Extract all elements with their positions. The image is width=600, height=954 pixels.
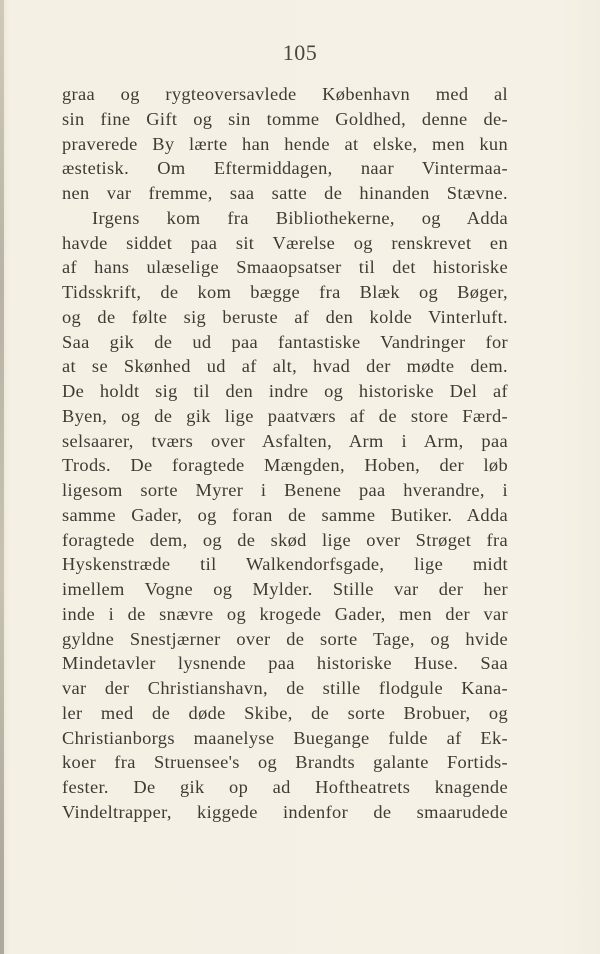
text-line: æstetisk. Om Eftermiddagen, naar Vintermaa- xyxy=(62,158,508,179)
text-line: Hyskenstræde til Walkendorfsgade, lige midt xyxy=(62,554,508,575)
text-line: praverede By lærte han hende at elske, men kun xyxy=(62,133,508,154)
text-line: Saa gik de ud paa fantastiske Vandringer for xyxy=(62,331,508,352)
body-text xyxy=(62,82,508,825)
text-line: Irgens kom fra Bibliothekerne, og Adda xyxy=(92,207,508,228)
text-line: nen var fremme, saa satte de hinanden Stævne. xyxy=(62,183,508,203)
page-binding-edge xyxy=(0,0,4,954)
text-line: fester. De gik op ad Hoftheatrets knagende xyxy=(62,777,508,797)
text-line: var der Christianshavn, de stille flodgule Kana- xyxy=(62,678,508,698)
text-line: af hans ulæselige Smaaopsatser til det historiske xyxy=(62,257,508,278)
text-line: foragtede dem, og de skød lige over Strøget fra xyxy=(62,529,508,550)
text-line: selsaarer, tværs over Asfalten, Arm i Arm, paa xyxy=(62,430,508,451)
page-number: 105 xyxy=(282,40,318,65)
text-line: Trods. De foragtede Mængden, Hoben, der løb xyxy=(62,455,508,476)
text-line: graa og rygteoversavlede København med al xyxy=(62,84,508,104)
text-line: imellem Vogne og Mylder. Stille var der her xyxy=(62,579,508,599)
text-line: De holdt sig til den indre og historiske Del af xyxy=(62,381,508,401)
text-line: ligesom sorte Myrer i Benene paa hverandre, i xyxy=(62,480,508,500)
text-line: Christianborgs maanelyse Buegange fulde af Ek- xyxy=(62,727,508,748)
text-line: koer fra Struensee's og Brandts galante Fortids- xyxy=(62,752,508,773)
text-line: og de følte sig beruste af den kolde Vinterluft. xyxy=(62,306,508,327)
text-line: inde i de snævre og krogede Gader, men der var xyxy=(62,603,508,624)
text-line: Mindetavler lysnende paa historiske Huse. Saa xyxy=(62,653,508,674)
text-line: at se Skønhed ud af alt, hvad der mødte dem. xyxy=(62,356,508,377)
text-line: Byen, og de gik lige paatværs af de store Færd- xyxy=(62,405,508,426)
text-line: havde siddet paa sit Værelse og renskrevet en xyxy=(62,232,508,253)
text-line: samme Gader, og foran de samme Butiker. Adda xyxy=(62,504,508,525)
text-line: ler med de døde Skibe, de sorte Brobuer, og xyxy=(62,702,508,723)
text-line: gyldne Snestjærner over de sorte Tage, og hvide xyxy=(62,628,508,649)
text-line: sin fine Gift og sin tomme Goldhed, denne de- xyxy=(62,108,508,129)
text-line: Tidsskrift, de kom bægge fra Blæk og Bøger, xyxy=(62,282,508,302)
text-line: Vindeltrapper, kiggede indenfor de smaarudede xyxy=(62,801,508,822)
